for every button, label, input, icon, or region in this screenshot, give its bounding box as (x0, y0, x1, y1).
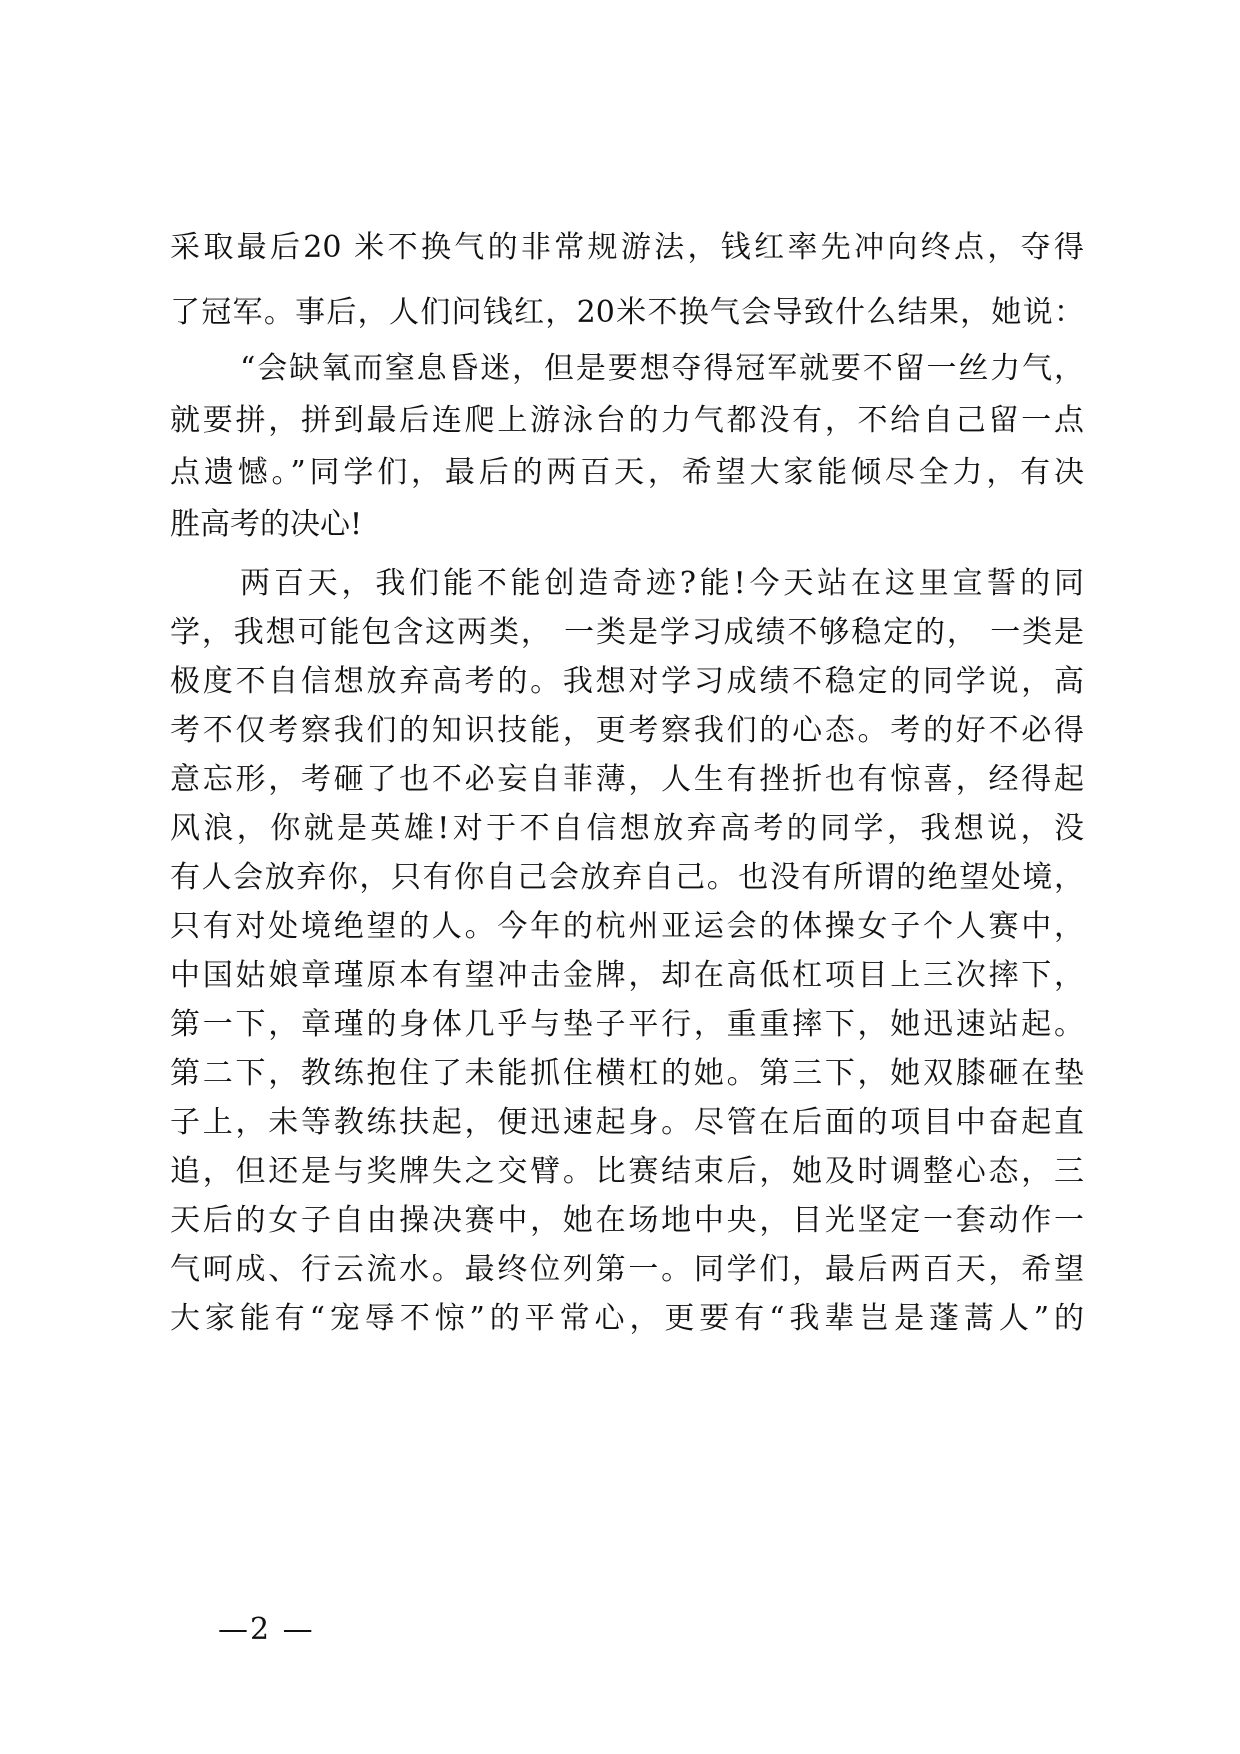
text-line: 第一下，章瑾的身体几乎与垫子平行，重重摔下，她迅速站起。 (170, 1007, 1084, 1042)
text-line: 只有对处境绝望的人。今年的杭州亚运会的体操女子个人赛中， (170, 909, 1084, 944)
text-line: 第二下，教练抱住了未能抓住横杠的她。第三下，她双膝砸在垫 (170, 1056, 1084, 1091)
text-line: 两百天，我们能不能创造奇迹?能!今天站在这里宣誓的同 (240, 566, 1084, 601)
text-line: 了冠军。事后，人们问钱红，20米不换气会导致什么结果，她说： (170, 295, 1084, 330)
text-line: 意忘形，考砸了也不必妄自菲薄，人生有挫折也有惊喜，经得起 (170, 762, 1084, 797)
text-line: 有人会放弃你，只有你自己会放弃自己。也没有所谓的绝望处境， (170, 860, 1084, 895)
text-line: 就要拼，拼到最后连爬上游泳台的力气都没有，不给自己留一点 (170, 403, 1084, 438)
text-line: 学，我想可能包含这两类， 一类是学习成绩不够稳定的， 一类是 (170, 615, 1084, 650)
text-line: 追，但还是与奖牌失之交臂。比赛结束后，她及时调整心态，三 (170, 1154, 1084, 1189)
text-line: 子上，未等教练扶起，便迅速起身。尽管在后面的项目中奋起直 (170, 1105, 1084, 1140)
text-line: 极度不自信想放弃高考的。我想对学习成绩不稳定的同学说，高 (170, 664, 1084, 699)
text-line: 天后的女子自由操决赛中，她在场地中央，目光坚定一套动作一 (170, 1203, 1084, 1238)
text-line: 大家能有“宠辱不惊”的平常心，更要有“我辈岂是蓬蒿人”的 (170, 1301, 1084, 1336)
text-line: 胜高考的决心! (170, 507, 363, 542)
text-line: “会缺氧而窒息昏迷，但是要想夺得冠军就要不留一丝力气， (240, 351, 1084, 386)
page-number: —2 — (218, 1612, 315, 1647)
text-line: 气呵成、行云流水。最终位列第一。同学们，最后两百天，希望 (170, 1252, 1084, 1287)
text-line: 点遗憾。”同学们，最后的两百天，希望大家能倾尽全力，有决 (170, 455, 1084, 490)
text-line: 采取最后20 米不换气的非常规游法，钱红率先冲向终点，夺得 (170, 230, 1084, 265)
text-line: 考不仅考察我们的知识技能，更考察我们的心态。考的好不必得 (170, 713, 1084, 748)
text-line: 中国姑娘章瑾原本有望冲击金牌，却在高低杠项目上三次摔下， (170, 958, 1084, 993)
text-line: 风浪，你就是英雄!对于不自信想放弃高考的同学，我想说，没 (170, 811, 1084, 846)
